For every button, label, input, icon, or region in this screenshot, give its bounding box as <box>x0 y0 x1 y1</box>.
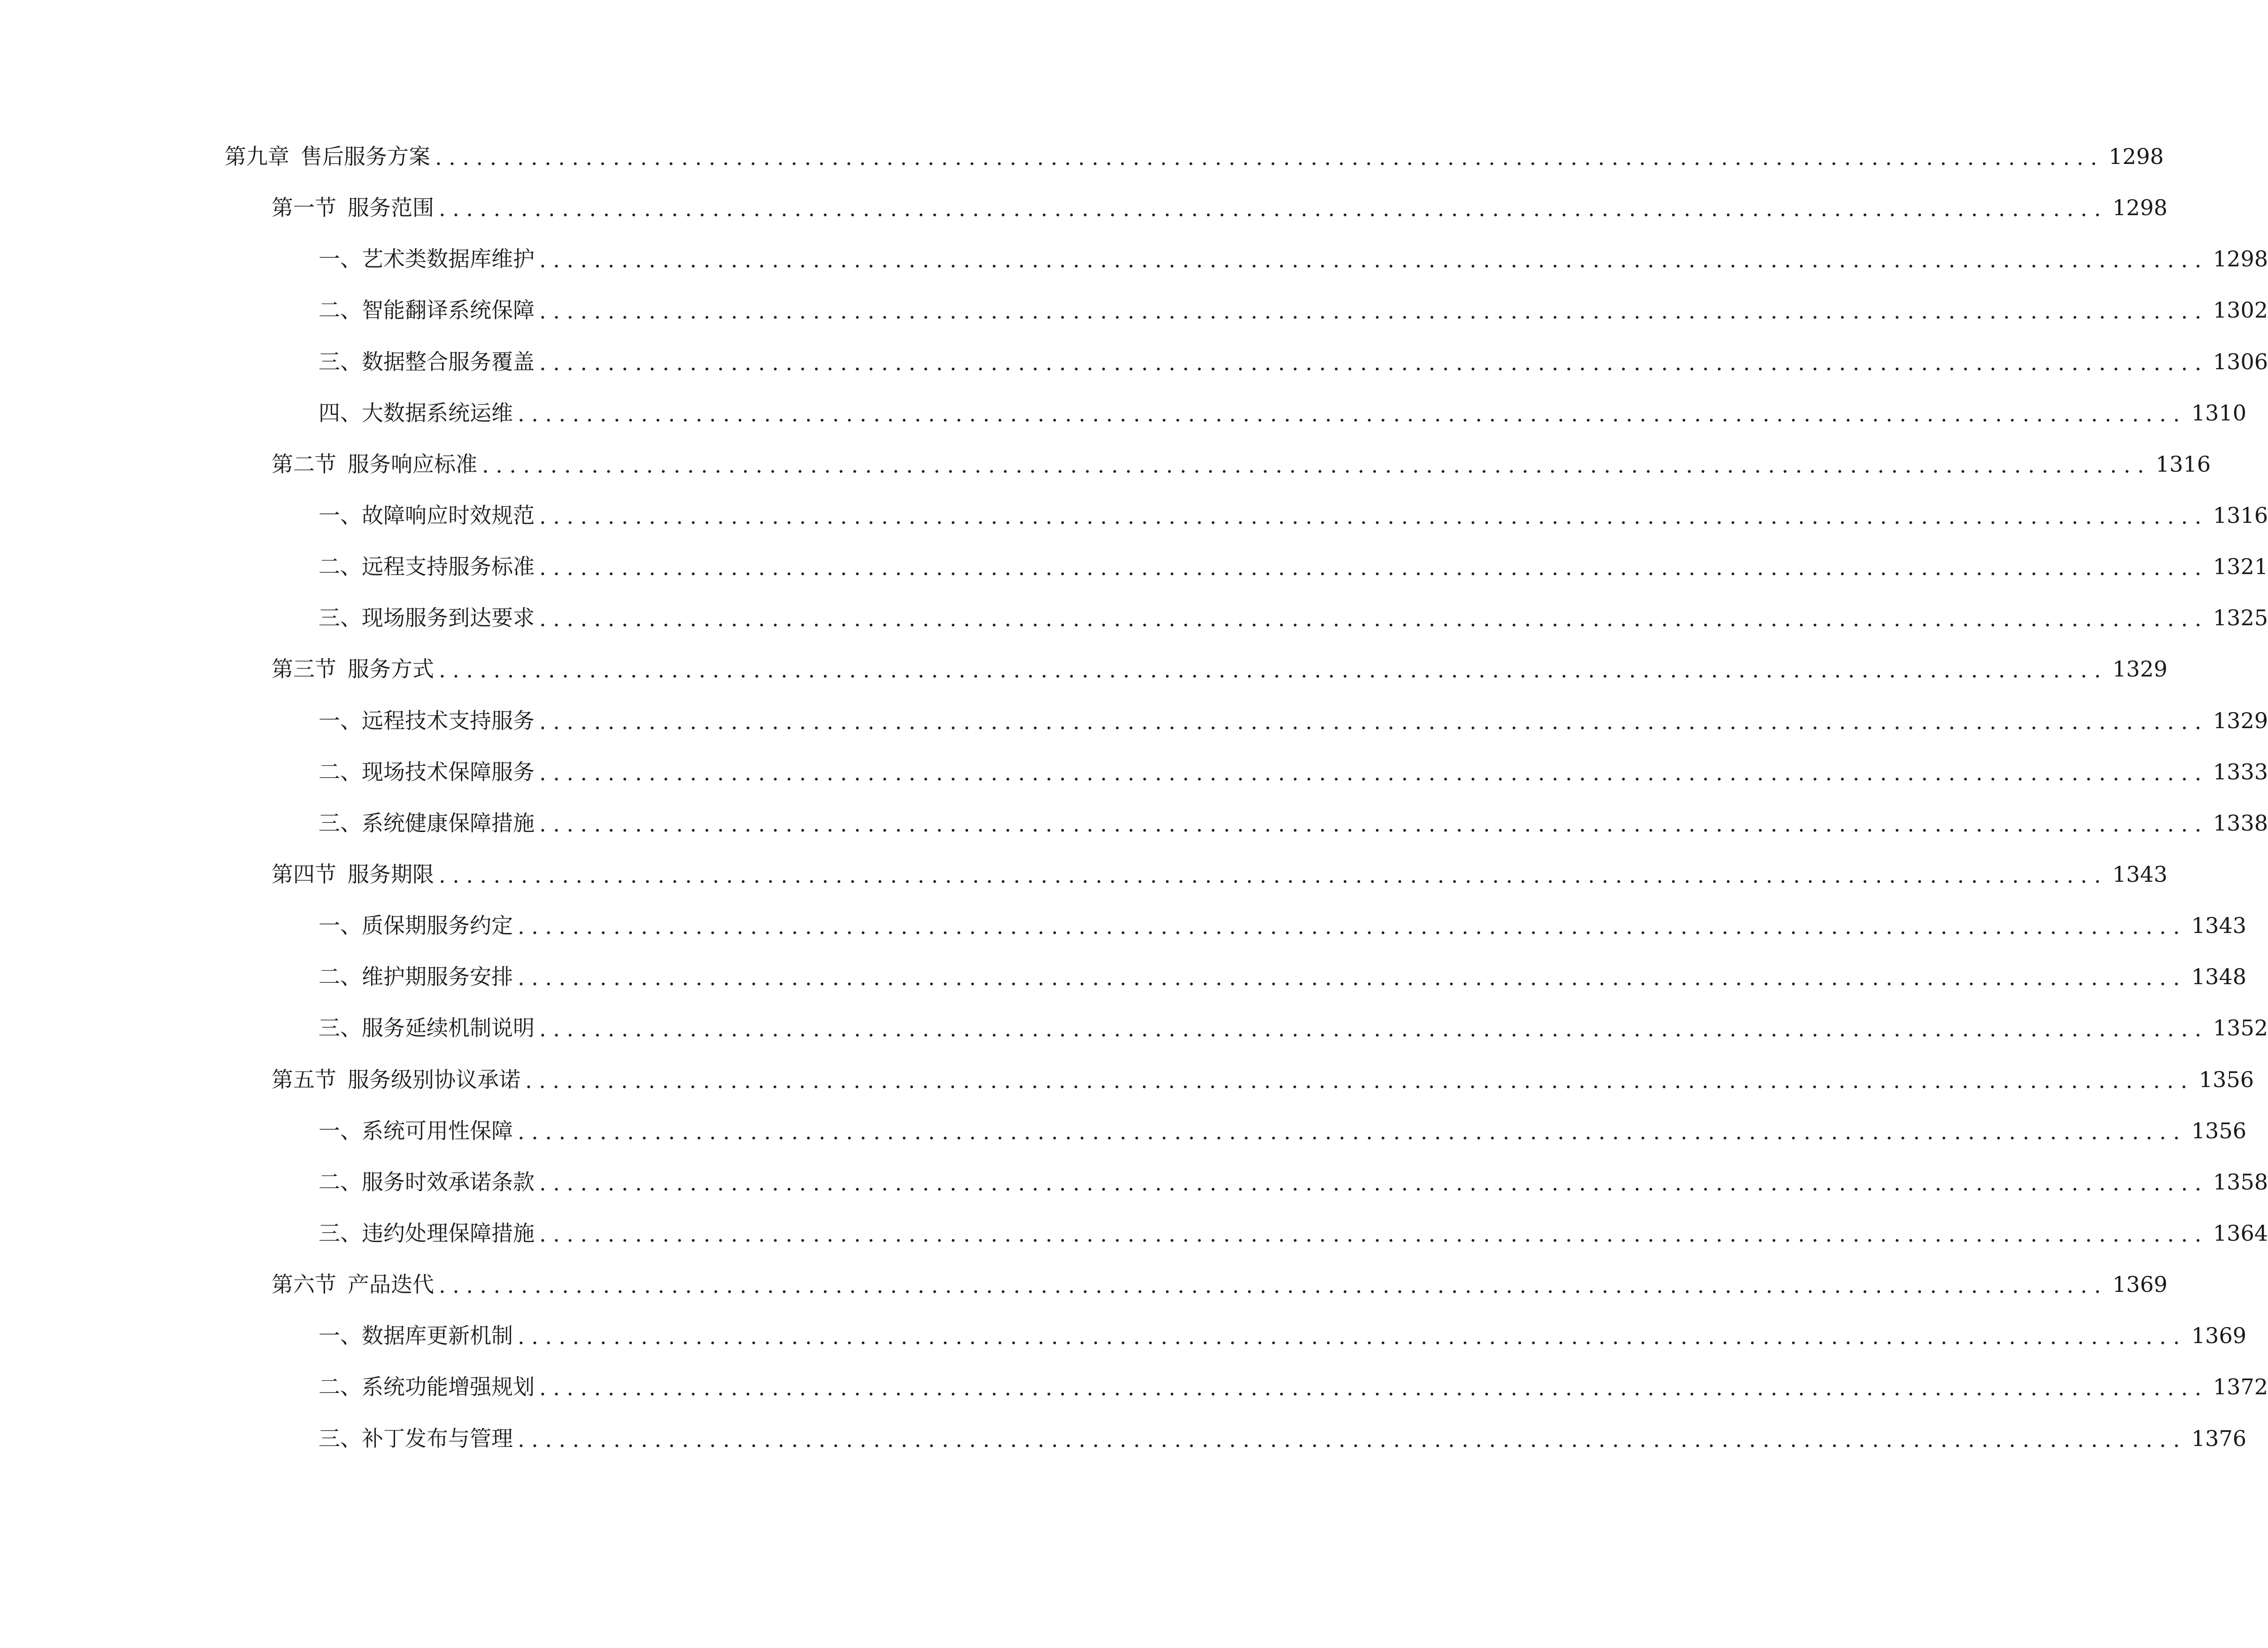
toc-entry-title: 数据整合服务覆盖 <box>362 343 539 381</box>
toc-entry-subsection[interactable] <box>0 497 2268 534</box>
toc-dot-leader: .......................................................................................................................... <box>539 811 2208 837</box>
toc-dot-leader: .......................................................................................................................... <box>518 1324 2187 1349</box>
toc-entry-number: 第三节 <box>272 656 336 682</box>
toc-page-number: 1358 <box>2208 1163 2268 1201</box>
toc-dot-leader: .......................................................................................................................... <box>539 1221 2208 1247</box>
toc-entry-number: 二、 <box>318 964 362 989</box>
toc-page-number: 1325 <box>2208 599 2268 637</box>
toc-dot-leader: .......................................................................................................................... <box>518 1427 2187 1452</box>
toc-entry-subsection[interactable] <box>0 804 2268 842</box>
toc-entry-section[interactable] <box>0 445 2211 483</box>
toc-entry-title: 故障响应时效规范 <box>362 497 539 534</box>
toc-entry-subsection[interactable] <box>0 958 2246 995</box>
toc-entry-title: 服务范围 <box>348 189 439 226</box>
toc-entry-section[interactable] <box>0 650 2167 688</box>
toc-dot-leader: .......................................................................................................................... <box>482 452 2151 478</box>
toc-page-number: 1329 <box>2108 650 2167 688</box>
toc-page-number: 1372 <box>2208 1368 2268 1406</box>
toc-page-number: 1329 <box>2208 702 2268 739</box>
toc-entry-subsection[interactable] <box>0 240 2268 278</box>
toc-dot-leader: .......................................................................................................................... <box>539 1016 2208 1042</box>
toc-entry-title: 服务方式 <box>348 650 439 688</box>
toc-dot-leader: .......................................................................................................................... <box>439 863 2108 888</box>
toc-entry-title: 违约处理保障措施 <box>362 1214 539 1252</box>
toc-page-number: 1343 <box>2187 907 2246 944</box>
toc-dot-leader: .......................................................................................................................... <box>439 657 2108 683</box>
toc-page-number: 1316 <box>2151 445 2211 483</box>
toc-entry-title: 补丁发布与管理 <box>362 1420 518 1457</box>
toc-entry-number: 第五节 <box>272 1067 336 1092</box>
toc-entry-subsection[interactable] <box>0 1163 2268 1201</box>
toc-page-number: 1302 <box>2208 291 2268 329</box>
toc-entry-section[interactable] <box>0 1061 2254 1098</box>
toc-entry-subsection[interactable] <box>0 1112 2246 1150</box>
toc-entry-title: 现场技术保障服务 <box>362 753 539 791</box>
toc-entry-title: 数据库更新机制 <box>362 1317 518 1354</box>
toc-entry-title: 智能翻译系统保障 <box>362 291 539 329</box>
toc-entry-number: 一、 <box>318 1323 362 1348</box>
toc-entry-title: 系统可用性保障 <box>362 1112 518 1150</box>
toc-dot-leader: .......................................................................................................................... <box>539 760 2208 785</box>
toc-entry-title: 维护期服务安排 <box>362 958 518 995</box>
toc-page-number: 1298 <box>2208 240 2268 278</box>
toc-entry-number: 第六节 <box>272 1272 336 1297</box>
toc-dot-leader: .......................................................................................................................... <box>518 1119 2187 1144</box>
toc-entry-number: 三、 <box>318 1426 362 1451</box>
toc-entry-number: 三、 <box>318 349 362 374</box>
toc-entry-subsection[interactable] <box>0 343 2268 381</box>
toc-entry-title: 服务时效承诺条款 <box>362 1163 539 1201</box>
toc-entry-number: 第一节 <box>272 195 336 220</box>
toc-entry-number: 二、 <box>318 297 362 323</box>
toc-entry-number: 一、 <box>318 913 362 938</box>
toc-page-number: 1369 <box>2108 1266 2167 1303</box>
toc-entry-subsection[interactable] <box>0 702 2268 739</box>
toc-page-number: 1348 <box>2187 958 2246 995</box>
toc-entry-number: 三、 <box>318 1220 362 1246</box>
toc-dot-leader: .......................................................................................................................... <box>439 1273 2108 1298</box>
toc-entry-subsection[interactable] <box>0 753 2268 791</box>
toc-entry-subsection[interactable] <box>0 291 2268 329</box>
toc-dot-leader: .......................................................................................................................... <box>518 914 2187 939</box>
toc-entry-title: 大数据系统运维 <box>362 394 518 432</box>
toc-entry-number: 二、 <box>318 1169 362 1195</box>
toc-entry-title: 系统功能增强规划 <box>362 1368 539 1406</box>
toc-entry-subsection[interactable] <box>0 1214 2268 1252</box>
toc-entry-title: 现场服务到达要求 <box>362 599 539 637</box>
toc-entry-number: 二、 <box>318 1374 362 1399</box>
toc-entry-title: 远程支持服务标准 <box>362 548 539 585</box>
toc-entry-title: 远程技术支持服务 <box>362 702 539 739</box>
toc-entry-title: 服务延续机制说明 <box>362 1009 539 1047</box>
toc-entry-subsection[interactable] <box>0 394 2246 432</box>
toc-dot-leader: .......................................................................................................................... <box>539 504 2208 529</box>
toc-page-number: 1333 <box>2208 753 2268 791</box>
toc-entry-section[interactable] <box>0 1266 2167 1303</box>
toc-entry-number: 一、 <box>318 708 362 733</box>
toc-dot-leader: .......................................................................................................................... <box>539 298 2208 324</box>
toc-entry-subsection[interactable] <box>0 1317 2246 1354</box>
toc-page-number: 1356 <box>2187 1112 2246 1150</box>
toc-dot-leader: .......................................................................................................................... <box>439 196 2108 221</box>
toc-entry-number: 四、 <box>318 400 362 426</box>
toc-entry-number: 三、 <box>318 605 362 630</box>
toc-entry-number: 三、 <box>318 810 362 836</box>
toc-dot-leader: .......................................................................................................................... <box>539 1375 2208 1400</box>
toc-entry-title: 服务级别协议承诺 <box>348 1061 525 1098</box>
toc-entry-number: 二、 <box>318 759 362 785</box>
toc-dot-leader: .......................................................................................................................... <box>435 145 2104 170</box>
toc-dot-leader: .......................................................................................................................... <box>518 965 2187 990</box>
toc-page-number: 1321 <box>2208 548 2268 585</box>
toc-dot-leader: .......................................................................................................................... <box>539 350 2208 375</box>
toc-page-number: 1310 <box>2187 394 2246 432</box>
toc-dot-leader: .......................................................................................................................... <box>539 247 2208 272</box>
toc-entry-number: 第九章 <box>225 144 289 169</box>
toc-entry-subsection[interactable] <box>0 1009 2268 1047</box>
toc-entry-number: 一、 <box>318 503 362 528</box>
toc-page-number: 1298 <box>2104 138 2164 175</box>
toc-page-number: 1316 <box>2208 497 2268 534</box>
toc-page-number: 1352 <box>2208 1009 2268 1047</box>
toc-entry-title: 质保期服务约定 <box>362 907 518 944</box>
toc-page-number: 1376 <box>2187 1420 2246 1457</box>
toc-entry-title: 产品迭代 <box>348 1266 439 1303</box>
toc-page-number: 1338 <box>2208 804 2268 842</box>
toc-dot-leader: .......................................................................................................................... <box>539 709 2208 734</box>
toc-entry-subsection[interactable] <box>0 907 2246 944</box>
toc-page-number: 1306 <box>2208 343 2268 381</box>
toc-page-number: 1356 <box>2194 1061 2254 1098</box>
toc-page-number: 1343 <box>2108 855 2167 893</box>
toc-entry-subsection[interactable] <box>0 548 2268 585</box>
toc-entry-chapter[interactable] <box>0 138 2164 175</box>
toc-entry-subsection[interactable] <box>0 1368 2268 1406</box>
toc-entry-subsection[interactable] <box>0 599 2268 637</box>
toc-entry-title: 服务响应标准 <box>348 445 482 483</box>
toc-page-number: 1369 <box>2187 1317 2246 1354</box>
toc-entry-title: 服务期限 <box>348 855 439 893</box>
toc-entry-number: 三、 <box>318 1015 362 1041</box>
toc-dot-leader: .......................................................................................................................... <box>539 606 2208 631</box>
toc-entry-number: 一、 <box>318 246 362 272</box>
toc-dot-leader: .......................................................................................................................... <box>525 1068 2194 1093</box>
toc-entry-number: 第四节 <box>272 862 336 887</box>
toc-entry-section[interactable] <box>0 189 2167 226</box>
toc-entry-number: 一、 <box>318 1118 362 1143</box>
toc-dot-leader: .......................................................................................................................... <box>539 555 2208 580</box>
toc-entry-number: 二、 <box>318 554 362 579</box>
toc-dot-leader: .......................................................................................................................... <box>518 401 2187 427</box>
toc-dot-leader: .......................................................................................................................... <box>539 1170 2208 1196</box>
toc-page-number: 1364 <box>2208 1214 2268 1252</box>
toc-page-number: 1298 <box>2108 189 2167 226</box>
toc-entry-title: 系统健康保障措施 <box>362 804 539 842</box>
toc-entry-subsection[interactable] <box>0 1420 2246 1457</box>
toc-entry-title: 售后服务方案 <box>301 138 435 175</box>
toc-entry-title: 艺术类数据库维护 <box>362 240 539 278</box>
toc-entry-number: 第二节 <box>272 451 336 477</box>
toc-entry-section[interactable] <box>0 855 2167 893</box>
